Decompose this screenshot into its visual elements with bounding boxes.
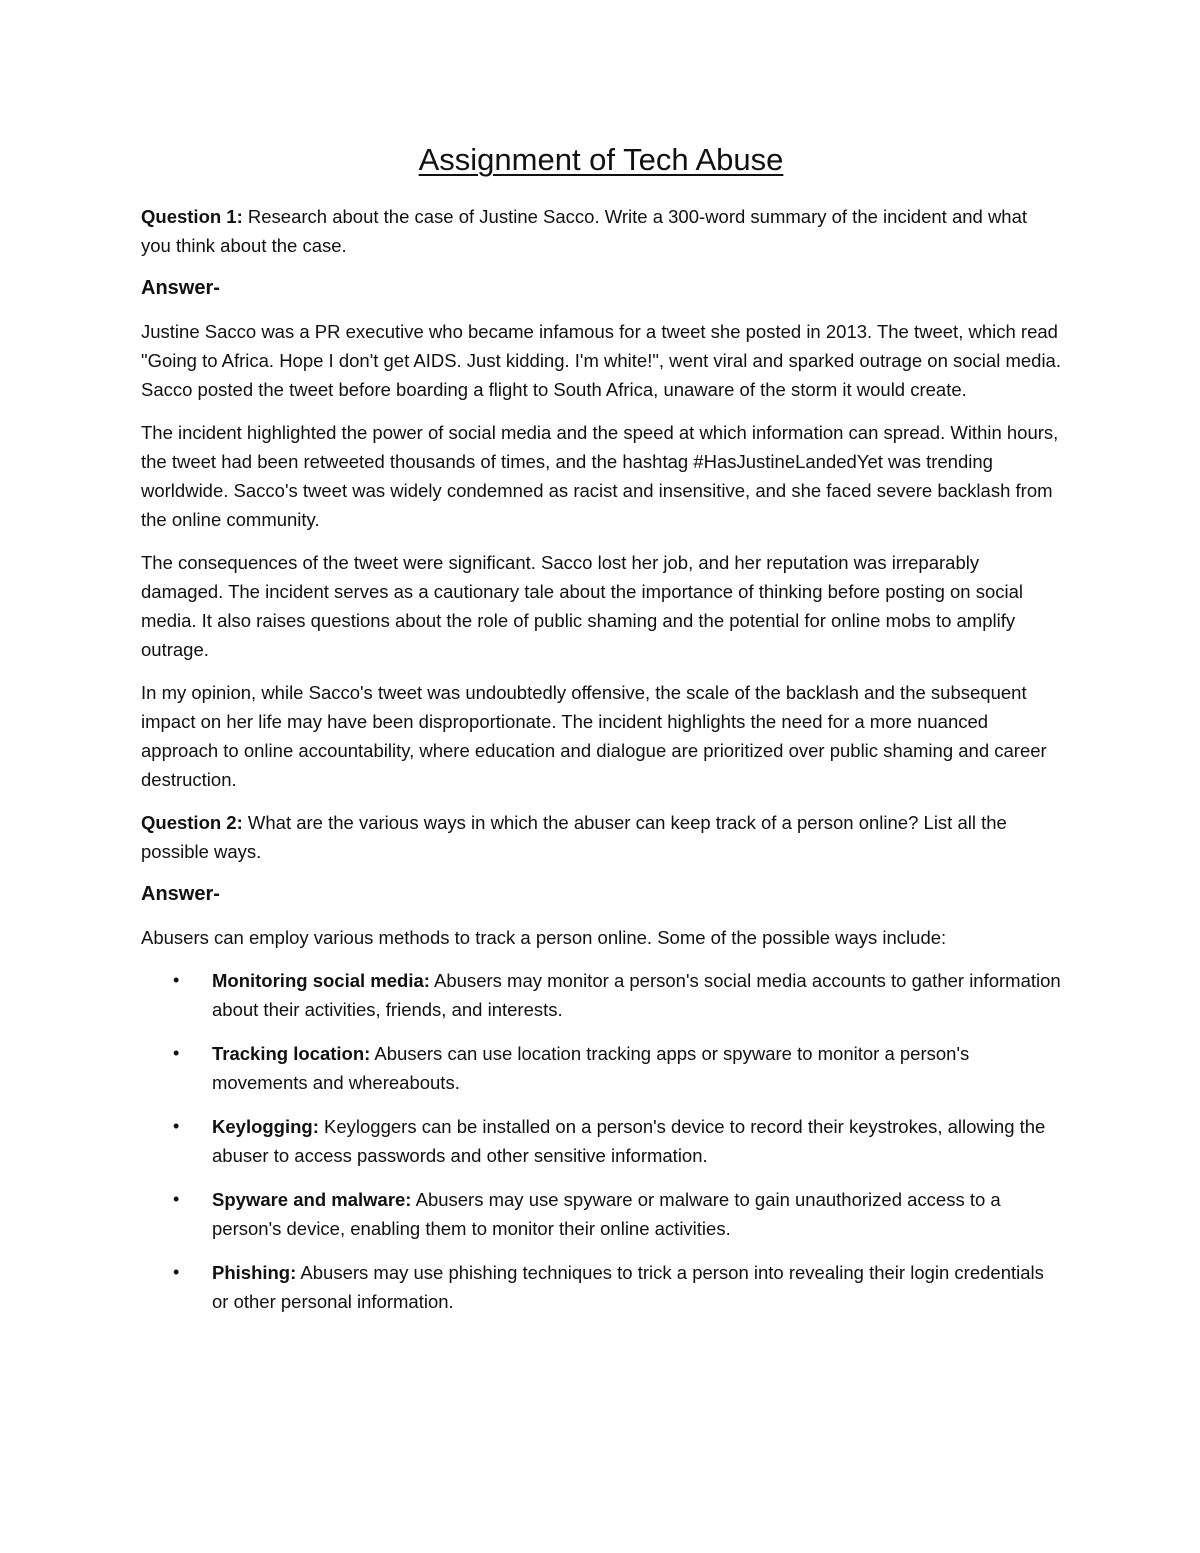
bullet-icon: •: [173, 1043, 180, 1063]
question-1-label: Question 1:: [141, 206, 243, 227]
answer-1-paragraph-1: Justine Sacco was a PR executive who became infamous for a tweet she posted in 2013. The tweet, which read "Going to Africa. Hope I don't get AIDS. Just kidding. I'm white!", went viral and sparked outrage on social media. Sacco posted the tweet before boarding a flight to South Africa, unaware of the storm it would create.: [141, 321, 1061, 400]
document-page: [141, 140, 1061, 1331]
answer-1-paragraph-2: The incident highlighted the power of social media and the speed at which information can spread. Within hours, the tweet had been retweeted thousands of times, and the hashtag #HasJustineLandedYet was trending worldwide. Sacco's tweet was widely condemned as racist and insensitive, and she faced severe backlash from the online community.: [141, 422, 1059, 530]
list-item-term: Keylogging:: [212, 1116, 319, 1137]
bullet-icon: •: [173, 1189, 180, 1209]
list-item: [141, 1258, 1061, 1316]
question-2: [141, 808, 1061, 866]
document-title: Assignment of Tech Abuse: [418, 142, 784, 177]
list-item-term: Tracking location:: [212, 1043, 371, 1064]
bullet-icon: •: [173, 1262, 180, 1282]
list-item-text: Abusers may use spyware or malware to gain unauthorized access to a person's device, enabling them to monitor their online activities.: [212, 1189, 1001, 1239]
bullet-icon: •: [173, 970, 180, 990]
question-1: [141, 202, 1061, 260]
list-item-text: Keyloggers can be installed on a person's device to record their keystrokes, allowing the abuser to access passwords and other sensitive information.: [212, 1116, 1046, 1166]
list-item: [141, 966, 1061, 1024]
list-item-term: Monitoring social media:: [212, 970, 430, 991]
answer-1-paragraph-3: The consequences of the tweet were significant. Sacco lost her job, and her reputation was irreparably damaged. The incident serves as a cautionary tale about the importance of thinking before posting on social media. It also raises questions about the role of public shaming and the potential for online mobs to amplify outrage.: [141, 552, 1024, 660]
list-item-term: Spyware and malware:: [212, 1189, 412, 1210]
question-1-text: Research about the case of Justine Sacco. Write a 300-word summary of the incident and what you think about the case.: [141, 206, 1028, 256]
tracking-methods-list: [141, 966, 1061, 1316]
question-2-text: What are the various ways in which the abuser can keep track of a person online? List all the possible ways.: [141, 812, 1007, 862]
answer-2-label: Answer-: [141, 883, 220, 905]
answer-1-label: Answer-: [141, 277, 220, 299]
list-item-text: Abusers may monitor a person's social media accounts to gather information about their activities, friends, and interests.: [212, 970, 1061, 1020]
list-item-text: Abusers can use location tracking apps or spyware to monitor a person's movements and whereabouts.: [212, 1043, 970, 1093]
question-2-label: Question 2:: [141, 812, 243, 833]
bullet-icon: •: [173, 1116, 180, 1136]
list-item: [141, 1112, 1061, 1170]
answer-1-paragraph-4: In my opinion, while Sacco's tweet was undoubtedly offensive, the scale of the backlash and the subsequent impact on her life may have been disproportionate. The incident highlights the need for a more nuanced approach to online accountability, where education and dialogue are prioritized over public shaming and career destruction.: [141, 682, 1047, 790]
list-item-text: Abusers may use phishing techniques to trick a person into revealing their login credentials or other personal information.: [212, 1262, 1044, 1312]
list-item: [141, 1185, 1061, 1243]
list-item-term: Phishing:: [212, 1262, 297, 1283]
answer-2-intro: Abusers can employ various methods to track a person online. Some of the possible ways include:: [141, 927, 947, 948]
list-item: [141, 1039, 1061, 1097]
